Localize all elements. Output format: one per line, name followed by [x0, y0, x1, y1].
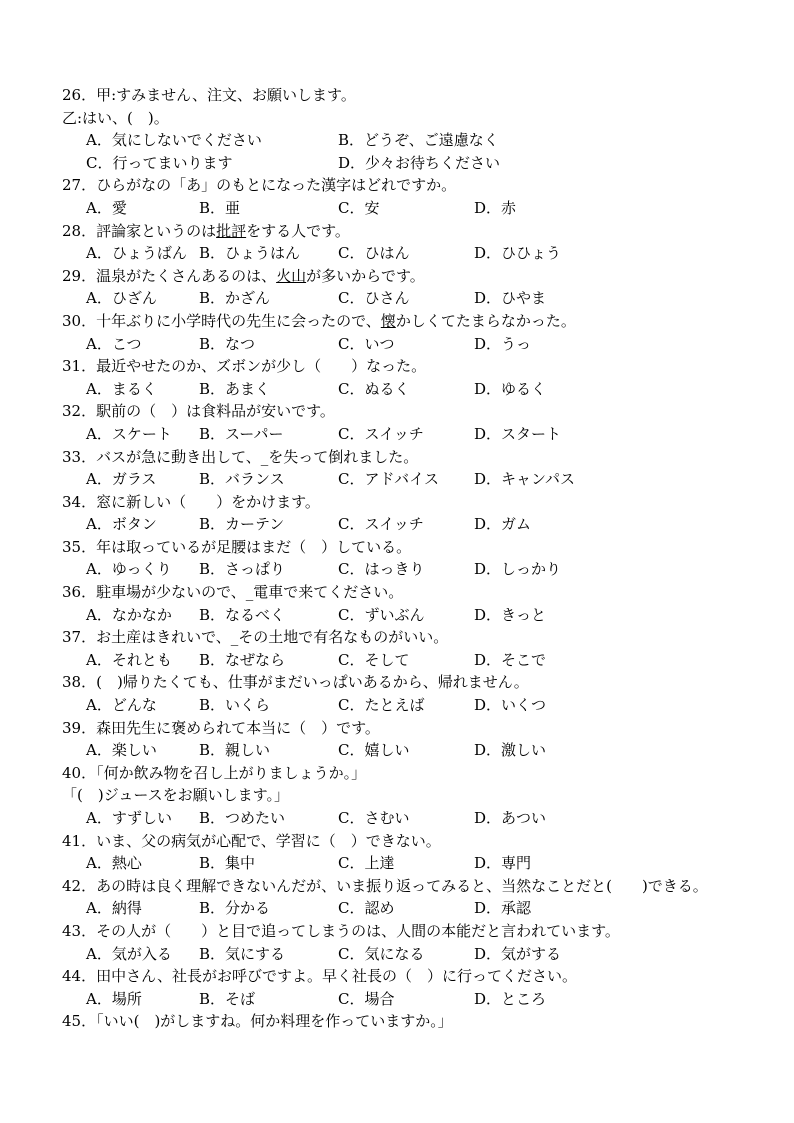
option-d[interactable]: D．赤	[474, 198, 517, 217]
question-line: 駅前の（ ）は食料品が安いです。	[96, 402, 335, 421]
question-26	[62, 84, 784, 174]
question-34	[62, 491, 784, 536]
option-d[interactable]: D．承認	[474, 899, 532, 918]
question-number: 41．	[62, 831, 97, 850]
question-number: 45．	[62, 1012, 97, 1031]
answer-options	[62, 333, 784, 356]
question-line: あの時は良く理解できないんだが、いま振り返ってみると、当然なことだと( )できる。	[96, 876, 708, 895]
option-b[interactable]: B．かざん	[199, 289, 271, 308]
question-44	[62, 965, 784, 1010]
option-d[interactable]: D．いくつ	[474, 696, 547, 715]
question-text	[62, 310, 784, 333]
question-number: 31．	[62, 357, 97, 376]
question-number: 36．	[62, 583, 97, 602]
option-a[interactable]: A．ゆっくり	[86, 560, 172, 579]
answer-options	[62, 423, 784, 446]
question-29	[62, 265, 784, 310]
option-c[interactable]: C．行ってまいります	[86, 153, 233, 172]
question-32	[62, 400, 784, 445]
option-a[interactable]: A．なかなか	[86, 605, 172, 624]
answer-options	[62, 807, 784, 830]
option-c[interactable]: C．スイッチ	[338, 424, 424, 443]
answer-options	[62, 197, 784, 220]
option-c[interactable]: C．上達	[338, 854, 395, 873]
option-b[interactable]: B．親しい	[199, 741, 271, 760]
question-text	[62, 220, 784, 243]
option-c[interactable]: C．気になる	[338, 944, 425, 963]
question-line: 田中さん、社長がお呼びですよ。早く社長の（ ）に行ってください。	[96, 967, 577, 986]
question-30	[62, 310, 784, 355]
option-b[interactable]: B．そば	[199, 989, 256, 1008]
question-line: いま、父の病気が心配で、学習に（ ）できない。	[96, 831, 441, 850]
question-text	[62, 920, 784, 943]
question-number: 27．	[62, 176, 97, 195]
option-c[interactable]: C．さむい	[338, 809, 410, 827]
answer-options	[62, 943, 784, 966]
question-line: 「( )ジュースをお願いします。」	[62, 786, 289, 805]
option-c[interactable]: C．認め	[338, 899, 395, 918]
option-d[interactable]: D．ゆるく	[474, 379, 547, 398]
option-c[interactable]: C．いつ	[338, 334, 395, 353]
option-a[interactable]: A．熱心	[86, 854, 142, 873]
question-text	[62, 581, 784, 604]
question-line: 年は取っているが足腰はまだ（ ）している。	[96, 537, 412, 556]
question-36	[62, 581, 784, 626]
question-line: 最近やせたのか、ズボンが少し（ ）なった。	[96, 357, 427, 376]
question-text	[62, 830, 784, 853]
question-number: 30．	[62, 311, 97, 330]
option-d[interactable]: D．そこで	[474, 650, 547, 669]
question-number: 35．	[62, 537, 97, 556]
option-c[interactable]: C．ずいぶん	[338, 605, 425, 624]
question-text	[62, 671, 784, 694]
answer-options	[62, 739, 784, 762]
question-27	[62, 174, 784, 219]
question-number: 37．	[62, 628, 97, 647]
option-d[interactable]: D．少々お待ちください	[338, 153, 501, 172]
option-c[interactable]: C．スイッチ	[338, 515, 424, 534]
question-text	[62, 536, 784, 559]
question-line: 「何か飲み物を召し上がりましょうか。」	[96, 763, 367, 782]
option-b[interactable]: B．なぜなら	[199, 650, 286, 669]
question-text-continued	[62, 107, 784, 130]
option-a[interactable]: A．気にしないでください	[86, 131, 262, 150]
question-31	[62, 355, 784, 400]
option-b[interactable]: B．亜	[199, 198, 241, 217]
option-b[interactable]: B．どうぞ、ご遠慮なく	[338, 131, 499, 150]
question-number: 38．	[62, 673, 97, 692]
option-c[interactable]: C．場合	[338, 989, 395, 1008]
question-37	[62, 626, 784, 671]
answer-options	[62, 988, 784, 1011]
underlined-word: 懐	[380, 311, 396, 330]
question-number: 34．	[62, 492, 97, 511]
option-a[interactable]: A．楽しい	[86, 741, 157, 760]
option-c[interactable]: C．ひさん	[338, 289, 410, 308]
option-d[interactable]: D．うっ	[474, 334, 532, 353]
question-line: その人が（ ）と目で追ってしまうのは、人間の本能だと言われています。	[96, 921, 620, 940]
question-number: 39．	[62, 718, 97, 737]
option-a[interactable]: A．スケート	[86, 424, 172, 443]
answer-options	[62, 129, 784, 174]
question-35	[62, 536, 784, 581]
option-b[interactable]: B．なつ	[199, 334, 256, 353]
question-number: 32．	[62, 402, 97, 421]
answer-options	[62, 694, 784, 717]
option-d[interactable]: D．キャンパス	[474, 470, 575, 489]
question-text	[62, 265, 784, 288]
option-d[interactable]: D．ところ	[474, 989, 547, 1008]
question-text-after: をする人です。	[246, 221, 350, 240]
question-line: バスが急に動き出して、_を失って倒れました。	[96, 447, 419, 466]
question-number: 29．	[62, 266, 97, 285]
option-c[interactable]: C．そして	[338, 650, 410, 669]
option-a[interactable]: A．場所	[86, 989, 142, 1008]
option-a[interactable]: A．すずしい	[86, 809, 172, 827]
question-42	[62, 875, 784, 920]
option-c[interactable]: C．ひはん	[338, 244, 410, 263]
option-a[interactable]: A．気が入る	[86, 944, 172, 963]
question-text-before: 十年ぶりに小学時代の先生に会ったので、	[96, 311, 381, 330]
question-text	[62, 174, 784, 197]
option-d[interactable]: D．専門	[474, 854, 532, 873]
question-40	[62, 762, 784, 830]
option-c[interactable]: C．アドバイス	[338, 470, 440, 489]
question-line: ひらがなの「あ」のもとになった漢字はどれですか。	[96, 176, 457, 195]
question-number: 40．	[62, 763, 97, 782]
question-number: 33．	[62, 447, 97, 466]
answer-options	[62, 604, 784, 627]
option-a[interactable]: A．ガラス	[86, 470, 157, 489]
question-text	[62, 762, 784, 785]
option-c[interactable]: C．たとえば	[338, 696, 425, 715]
question-text	[62, 965, 784, 988]
question-line: 「いい( )がしますね。何か料理を作っていますか。」	[96, 1012, 453, 1031]
option-c[interactable]: C．はっきり	[338, 560, 425, 579]
option-b[interactable]: B．つめたい	[199, 809, 286, 827]
question-text	[62, 84, 784, 107]
option-d[interactable]: D．ひやま	[474, 289, 547, 308]
option-b[interactable]: B．ひょうはん	[199, 244, 301, 263]
question-text-continued	[62, 784, 784, 807]
option-a[interactable]: A．愛	[86, 198, 127, 217]
answer-options	[62, 513, 784, 536]
question-number: 44．	[62, 967, 97, 986]
option-a[interactable]: A．どんな	[86, 696, 157, 715]
question-text	[62, 717, 784, 740]
question-line: お土産はきれいで、_その土地で有名なものがいい。	[96, 628, 449, 647]
option-b[interactable]: B．カーテン	[199, 515, 285, 534]
question-line: 窓に新しい（ ）をかけます。	[96, 492, 320, 511]
question-text	[62, 875, 784, 898]
question-number: 43．	[62, 921, 97, 940]
question-text-before: 評論家というのは	[96, 221, 217, 240]
answer-options	[62, 558, 784, 581]
option-a[interactable]: A．ボタン	[86, 515, 157, 534]
option-b[interactable]: B．バランス	[199, 470, 285, 489]
option-a[interactable]: A．ひざん	[86, 289, 157, 308]
option-b[interactable]: B．なるべく	[199, 605, 286, 624]
question-line: 甲:すみません、注文、お願いします。	[96, 86, 356, 104]
answer-options	[62, 852, 784, 875]
option-b[interactable]: B．あまく	[199, 379, 271, 398]
question-line: 森田先生に褒められて本当に（ ）です。	[96, 718, 380, 737]
question-text	[62, 626, 784, 649]
option-a[interactable]: A．ひょうばん	[86, 244, 187, 263]
question-45	[62, 1010, 784, 1033]
option-b[interactable]: B．分かる	[199, 899, 271, 918]
answer-options	[62, 649, 784, 672]
underlined-word: 批評	[216, 221, 247, 240]
answer-options	[62, 378, 784, 401]
option-c[interactable]: C．ぬるく	[338, 379, 410, 398]
option-c[interactable]: C．嬉しい	[338, 741, 410, 760]
answer-options	[62, 897, 784, 920]
question-43	[62, 920, 784, 965]
question-41	[62, 830, 784, 875]
question-text	[62, 400, 784, 423]
answer-options	[62, 468, 784, 491]
option-d[interactable]: D．ガム	[474, 515, 532, 534]
option-d[interactable]: D．激しい	[474, 741, 547, 760]
question-line: 駐車場が少ないので、_電車で来てください。	[96, 583, 404, 602]
option-b[interactable]: B．スーパー	[199, 424, 284, 443]
underlined-word: 火山	[276, 266, 307, 285]
question-text-after: が多いからです。	[306, 266, 425, 285]
answer-options	[62, 287, 784, 310]
question-text-before: 温泉がたくさんあるのは、	[96, 266, 277, 285]
question-text	[62, 446, 784, 469]
option-a[interactable]: A．それとも	[86, 650, 172, 669]
option-c[interactable]: C．安	[338, 198, 380, 217]
option-b[interactable]: B．さっぱり	[199, 560, 286, 579]
question-list	[62, 84, 784, 1033]
question-text	[62, 491, 784, 514]
question-text-after: かしくてたまらなかった。	[395, 311, 576, 330]
question-line: 乙:はい、( )。	[62, 108, 169, 127]
question-line: ( )帰りたくても、仕事がまだいっぱいあるから、帰れません。	[96, 673, 529, 692]
option-d[interactable]: D．きっと	[474, 605, 547, 624]
question-number: 42．	[62, 876, 97, 895]
question-number: 28．	[62, 221, 97, 240]
option-a[interactable]: A．納得	[86, 899, 142, 918]
option-b[interactable]: B．集中	[199, 854, 256, 873]
question-39	[62, 717, 784, 762]
option-d[interactable]: D．スタート	[474, 424, 562, 443]
option-b[interactable]: B．気にする	[199, 944, 286, 963]
option-d[interactable]: D．ひひょう	[474, 244, 562, 263]
question-33	[62, 446, 784, 491]
question-text	[62, 1010, 784, 1033]
answer-options	[62, 242, 784, 265]
option-a[interactable]: A．こつ	[86, 334, 142, 353]
option-d[interactable]: D．気がする	[474, 944, 562, 963]
question-28	[62, 220, 784, 265]
option-d[interactable]: D．あつい	[474, 809, 547, 827]
question-38	[62, 671, 784, 716]
option-d[interactable]: D．しっかり	[474, 560, 562, 579]
question-text	[62, 355, 784, 378]
option-a[interactable]: A．まるく	[86, 379, 157, 398]
option-b[interactable]: B．いくら	[199, 696, 271, 715]
question-number: 26．	[62, 86, 97, 104]
